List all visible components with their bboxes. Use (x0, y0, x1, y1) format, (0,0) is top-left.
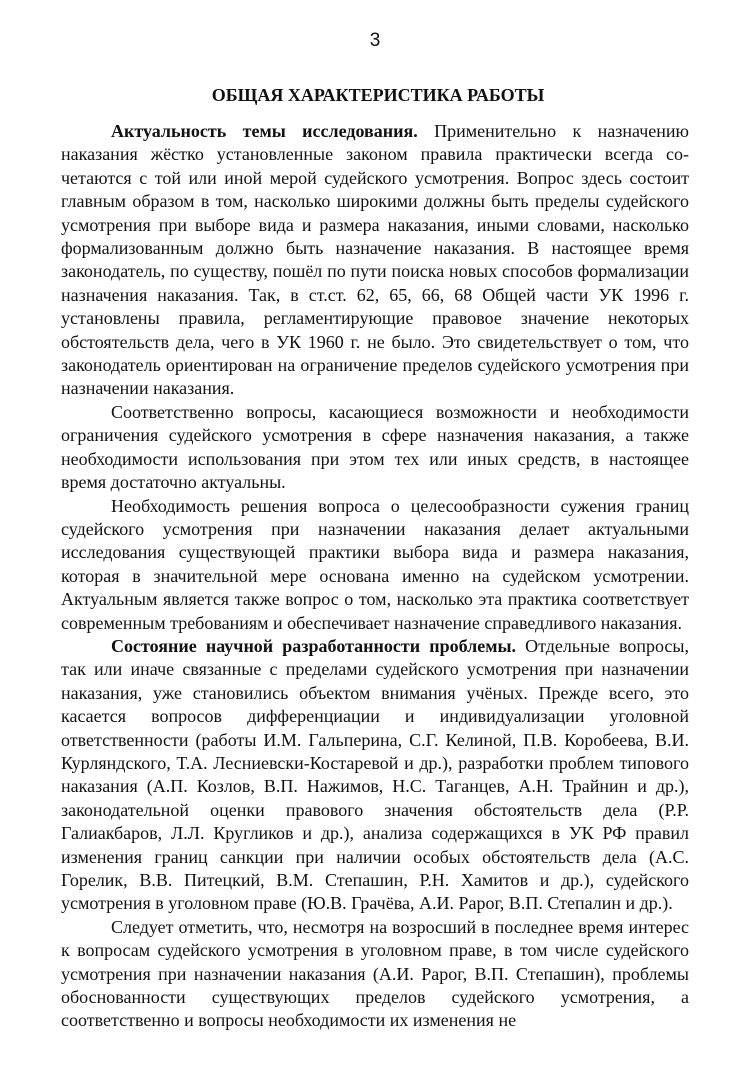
paragraph-text: Необходимость решения вопроса о целесообразности сужения границ судейского усмотрения при назначении наказания делает актуальными исследования существующей практики выбора вида и размера наказания, которая в значительной мере основана именно на судейском усмотрении. Актуальным является также вопрос о том, насколько эта практика соответствует современным требованиям и обеспечивает назначение справедливого наказания. (61, 495, 689, 633)
paragraph-text: Соответственно вопросы, касающиеся возможности и необходимости ограничения судейского усмотрения в сфере назначения наказания, а также необходимости использования при этом тех или иных средств, в настоящее время достаточно актуальны. (61, 401, 689, 493)
paragraph-lead: Состояние научной разработанности проблемы. (111, 635, 517, 656)
paragraph-text: Применительно к назначению наказания жёстко установленные законом правила практически всегда сочетаются с той или иной мерой судейского усмотрения. Вопрос здесь состоит главным образом в том, насколько широкими должны быть пределы судейского усмотрения при выборе вида и размера наказания, иными словами, насколько формализованным должно быть назначение наказания. В настоящее время законодатель, по существу, пошёл по пути поиска новых способов формализации назначения наказания. Так, в ст.ст. 62, 65, 66, 68 Общей части УК 1996 г. установлены правила, регламентирующие правовое значение некоторых обстоятельств дела, чего в УК 1960 г. не было. Это свидетельствует о том, что законодатель ориентирован на ограничение пределов судейского усмотрения при назначении наказания. (61, 121, 690, 399)
paragraph-limitation (61, 401, 689, 495)
paragraph-relevance (61, 120, 689, 401)
paragraph-research-state (61, 635, 689, 916)
paragraph-lead: Актуальность темы исследования. (111, 121, 418, 141)
page-number: 3 (369, 30, 381, 51)
paragraph-note (61, 916, 689, 1033)
paragraph-practice (61, 495, 689, 635)
paragraph-text: Следует отметить, что, несмотря на возросший в последнее время интерес к вопросам судейского усмотрения в уголовном праве, в том числе судейского усмотрения при назначении наказания (А.И. Рарог, В.П. Степашин), проблемы обоснованности существующих пределов судейского усмотрения, а соответственно и вопросы необходимости их изменения не (61, 916, 689, 1031)
section-title: ОБЩАЯ ХАРАКТЕРИСТИКА РАБОТЫ (211, 85, 545, 105)
paragraph-text: Отдельные вопросы, так или иначе связанные с пределами судейского усмотрения при назначении наказания, уже становились объектом внимания учёных. Прежде всего, это касается вопросов дифференциации и индивидуализации уголовной ответственности (работы И.М. Гальперина, С.Г. Келиной, П.В. Коробеева, В.И. Курляндского, Т.А. Лесниевски-Костаревой и др.), разработки проблем типового наказания (А.П. Козлов, В.П. Нажимов, Н.С. Таганцев, А.Н. Трайнин и др.), законодательной оценки правового значения обстоятельств дела (Р.Р. Галиакбаров, Л.Л. Кругликов и др.), анализа содержащихся в УК РФ правил изменения границ санкции при наличии особых обстоятельств дела (А.С. Горелик, В.В. Питецкий, В.М. Степашин, Р.Н. Хамитов и др.), судейского усмотрения в уголовном праве (Ю.В. Грачёва, А.И. Рарог, В.П. Степалин и др.). (61, 635, 689, 914)
document-page (61, 30, 689, 1033)
